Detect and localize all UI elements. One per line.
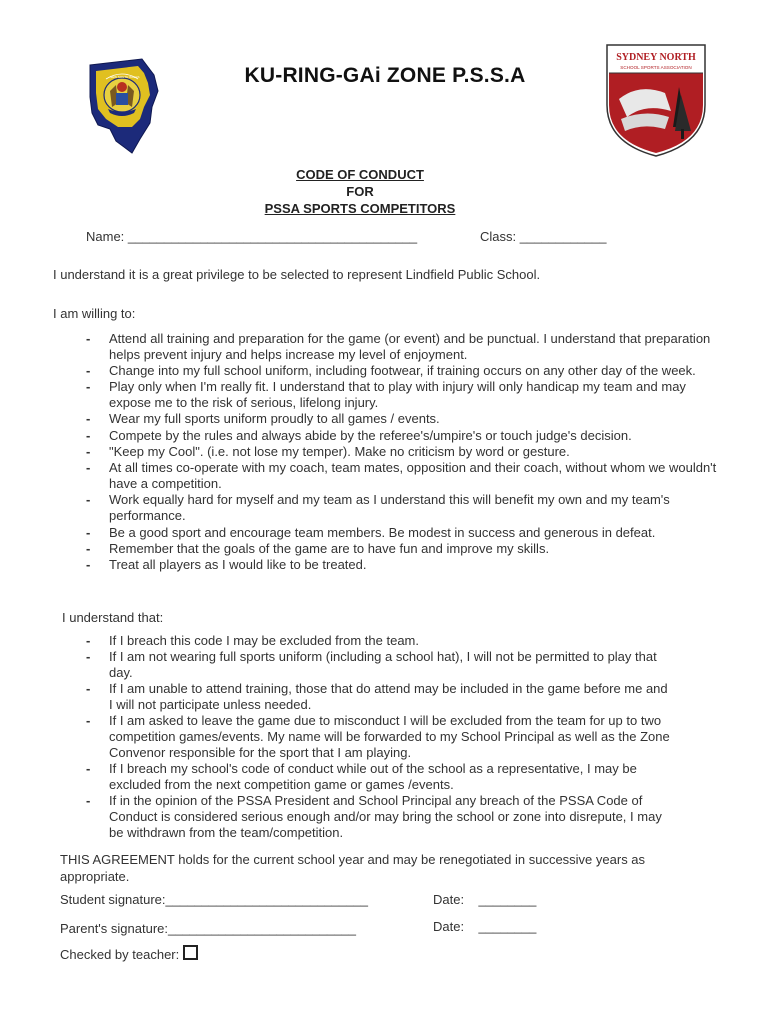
list-item-text: "Keep my Cool". (i.e. not lose my temper). Make no criticism by word or gesture. (109, 444, 570, 460)
class-field[interactable]: Class: ____________ (480, 229, 607, 244)
bullet-dash: - (86, 793, 91, 809)
willing-heading: I am willing to: (53, 306, 136, 321)
list-item (84, 541, 724, 557)
list-item (84, 525, 749, 541)
list-item (84, 633, 674, 649)
list-item (84, 713, 674, 760)
list-item-text: If I breach my school's code of conduct while out of the school as a representative, I may be excluded from the next competition game or games /events. (109, 761, 637, 793)
list-item (84, 492, 724, 524)
shield-logo-subtitle: SCHOOL SPORTS ASSOCIATION (620, 65, 692, 70)
student-date-field[interactable]: Date: ________ (433, 892, 537, 907)
page-title: KU-RING-GAi ZONE P.S.S.A (244, 64, 526, 87)
list-item-text: Play only when I'm really fit. I understand that to play with injury will only handicap my team and may expose me to the risk of serious, lifelong injury. (109, 379, 686, 411)
list-item-text: Work equally hard for myself and my team as I understand this will benefit my own and my team's performance. (109, 492, 670, 524)
list-item-text: If I am asked to leave the game due to misconduct I will be excluded from the team for up to two competition games/events. My name will be forwarded to my School Principal as well as the Zone Convenor responsible for the sport that I am playing. (109, 713, 670, 761)
nsw-logo-text: NEW SOUTH WALES (110, 75, 140, 79)
bullet-dash: - (86, 681, 91, 697)
list-item (84, 363, 724, 379)
bullet-dash: - (86, 492, 91, 508)
bullet-dash: - (86, 444, 91, 460)
list-item (84, 331, 724, 363)
bullet-dash: - (86, 633, 91, 648)
list-item (84, 444, 724, 460)
list-item (84, 428, 724, 444)
understand-heading: I understand that: (62, 610, 164, 625)
bullet-dash: - (86, 331, 91, 346)
list-item-text: Be a good sport and encourage team members. Be modest in success and generous in defeat. (109, 524, 656, 540)
bullet-dash: - (86, 713, 91, 729)
teacher-checkbox[interactable] (183, 945, 198, 960)
bullet-dash: - (86, 460, 91, 476)
bullet-dash: - (86, 411, 91, 427)
shield-logo-title: SYDNEY NORTH (616, 52, 696, 63)
bullet-dash: - (86, 363, 91, 379)
list-item-text: If in the opinion of the PSSA President and School Principal any breach of the PSSA Code of Conduct is considered serious enough and/or may bring the school or zone into disrepute, I may be withdrawn from the team/competition. (109, 793, 662, 841)
bullet-dash: - (86, 524, 91, 540)
list-item (84, 761, 674, 793)
list-item-text: Attend all training and preparation for the game (or event) and be punctual. I understand that preparation helps prevent injury and helps increase my level of enjoyment. (109, 331, 711, 362)
understand-list (84, 633, 674, 841)
list-item-text: Remember that the goals of the game are to have fun and improve my skills. (109, 540, 550, 556)
list-item (84, 649, 674, 681)
bullet-dash: - (86, 761, 91, 777)
subtitle-line-3: PSSA SPORTS COMPETITORS (264, 201, 456, 216)
list-item (84, 681, 674, 713)
list-item-text: Compete by the rules and always abide by the referee's/umpire's or touch judge's decision. (109, 427, 632, 443)
subtitle-line-2: FOR (346, 184, 374, 199)
list-item (84, 460, 724, 492)
list-item (84, 793, 674, 840)
teacher-check-row (60, 947, 198, 962)
bullet-dash: - (86, 540, 91, 556)
parent-date-field[interactable]: Date: ________ (433, 919, 537, 934)
bullet-dash: - (86, 427, 91, 443)
student-signature-field[interactable]: Student signature:____________________________ (60, 892, 368, 907)
parent-signature-field[interactable]: Parent's signature:__________________________ (60, 921, 356, 936)
teacher-check-label: Checked by teacher: (60, 947, 180, 962)
name-field[interactable]: Name: ________________________________________ (86, 229, 418, 244)
willing-list (84, 331, 724, 573)
shield-crest-icon (605, 43, 707, 158)
list-item-text: Treat all players as I would like to be treated. (109, 557, 367, 573)
bullet-dash: - (86, 557, 91, 573)
list-item-text: If I am unable to attend training, those that do attend may be included in the game before me and I will not participate unless needed. (109, 681, 668, 713)
list-item-text: If I am not wearing full sports uniform (including a school hat), I will not be permitted to play that day. (109, 649, 657, 681)
intro-statement: I understand it is a great privilege to be selected to represent Lindfield Public School. (53, 267, 541, 282)
list-item (84, 411, 724, 427)
list-item-text: Change into my full school uniform, including footwear, if training occurs on any other day of the week. (109, 363, 696, 379)
list-item-text: Wear my full sports uniform proudly to all games / events. (109, 411, 440, 427)
subtitle-line-1: CODE OF CONDUCT (296, 167, 424, 182)
bullet-dash: - (86, 379, 91, 395)
list-item-text: At all times co-operate with my coach, team mates, opposition and their coach, without whom we wouldn't have a competition. (109, 460, 717, 492)
list-item (84, 379, 724, 411)
bullet-dash: - (86, 649, 91, 665)
agreement-statement: THIS AGREEMENT holds for the current school year and may be renegotiated in successive years as appropriate. (60, 852, 646, 884)
list-item-text: If I breach this code I may be excluded from the team. (109, 633, 419, 648)
list-item (84, 557, 724, 573)
